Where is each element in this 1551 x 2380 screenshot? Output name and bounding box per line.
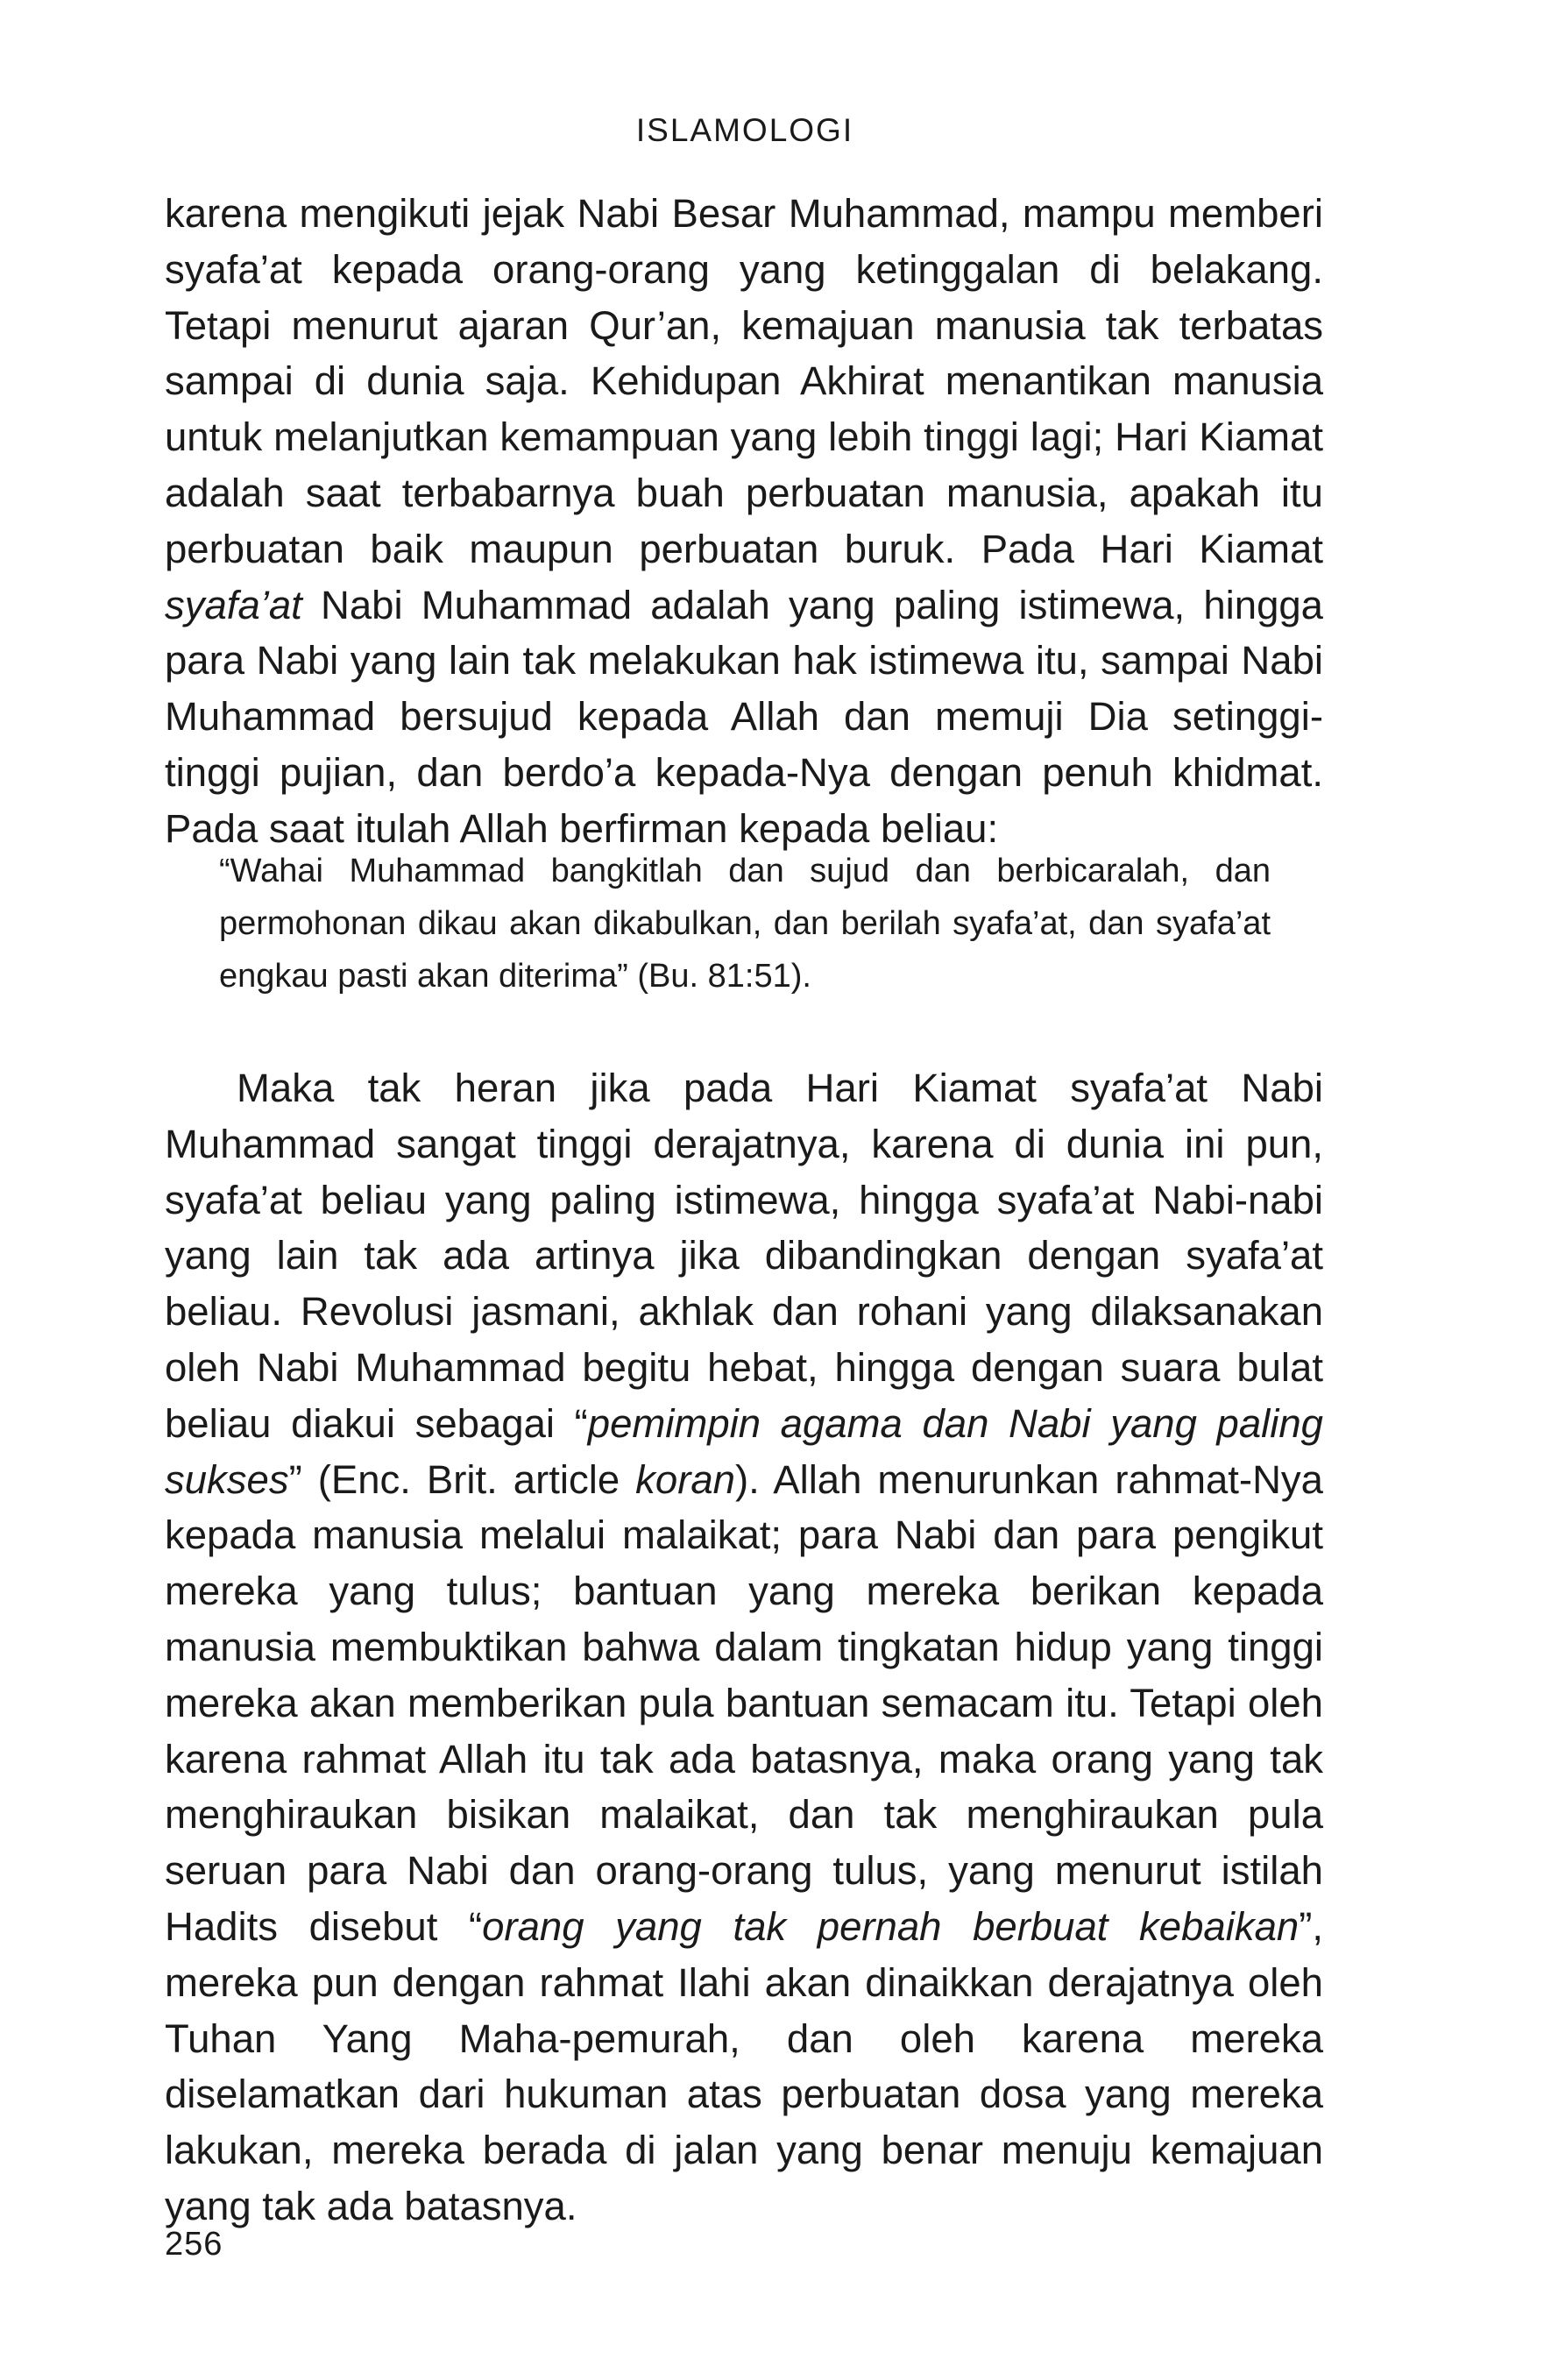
- paragraph-2-text: [165, 1060, 1323, 2235]
- paragraph-2-part-1: Maka tak heran jika pada Hari Kiamat syafa’at Nabi Muhammad sangat tinggi derajatnya, karena di dunia ini pun, syafa’at beliau yang paling istimewa, hingga syafa’at Nabi-nabi yang lain tak ada artinya jika dibandingkan dengan syafa’at beliau. Revolusi jasmani, akhlak dan rohani yang dilaksanakan oleh Nabi Muhammad begitu hebat, hingga dengan suara bulat beliau diakui sebagai “: [165, 1066, 1323, 1446]
- paragraph-2: [165, 1060, 1323, 2235]
- paragraph-1: [165, 186, 1323, 857]
- paragraph-1-text: [165, 186, 1323, 857]
- paragraph-1-part-2: Nabi Muhammad adalah yang paling istimewa, hingga para Nabi yang lain tak melakukan hak istimewa itu, sampai Nabi Muhammad bersujud kepada Allah dan memuji Dia setinggi-tinggi pujian, dan berdo’a kepada-Nya dengan penuh khidmat. Pada saat itulah Allah berfirman kepada beliau:: [165, 582, 1323, 851]
- paragraph-2-italic-quote: pemimpin agama dan Nabi yang paling sukses: [165, 1400, 1323, 1502]
- paragraph-2-italic-hadith-term: orang yang tak pernah berbuat kebaikan: [482, 1903, 1300, 1949]
- paragraph-2-part-3: ). Allah menurunkan rahmat-Nya kepada manusia melalui malaikat; para Nabi dan para pengikut mereka yang tulus; bantuan yang mereka berikan kepada manusia membuktikan bahwa dalam tingkatan hidup yang tinggi mereka akan memberikan pula bantuan semacam itu. Tetapi oleh karena rahmat Allah itu tak ada batasnya, maka orang yang tak menghiraukan bisikan malaikat, dan tak menghiraukan pula seruan para Nabi dan orang-orang tulus, yang menurut istilah Hadits disebut “: [165, 1456, 1323, 1949]
- paragraph-1-part-1: karena mengikuti jejak Nabi Besar Muhammad, mampu memberi syafa’at kepada orang-orang yang ketinggalan di belakang. Tetapi menurut ajaran Qur’an, kemajuan manusia tak terbatas sampai di dunia saja. Kehidupan Akhirat menantikan manusia untuk melanjutkan kemampuan yang lebih tinggi lagi; Hari Kiamat adalah saat terbabarnya buah perbuatan manusia, apakah itu perbuatan baik maupun perbuatan buruk. Pada Hari Kiamat: [165, 191, 1323, 571]
- hadith-quote: “Wahai Muhammad bangkitlah dan sujud dan berbicaralah, dan permohonan dikau akan dikabulkan, dan berilah syafa’at, dan syafa’at engkau pasti akan diterima” (Bu. 81:51).: [219, 853, 1271, 995]
- paragraph-2-italic-koran: koran: [635, 1456, 735, 1502]
- paragraph-2-part-2: ” (Enc. Brit. article: [288, 1456, 636, 1502]
- paragraph-1-italic-syafaat: syafa’at: [165, 582, 302, 627]
- page-number: 256: [165, 2226, 223, 2263]
- running-header: ISLAMOLOGI: [635, 112, 854, 148]
- paragraph-2-part-4: ”, mereka pun dengan rahmat Ilahi akan dinaikkan derajatnya oleh Tuhan Yang Maha-pemurah, dan oleh karena mereka diselamatkan dari hukuman atas perbuatan dosa yang mereka lakukan, mereka berada di jalan yang benar menuju kemajuan yang tak ada batasnya.: [165, 1903, 1323, 2228]
